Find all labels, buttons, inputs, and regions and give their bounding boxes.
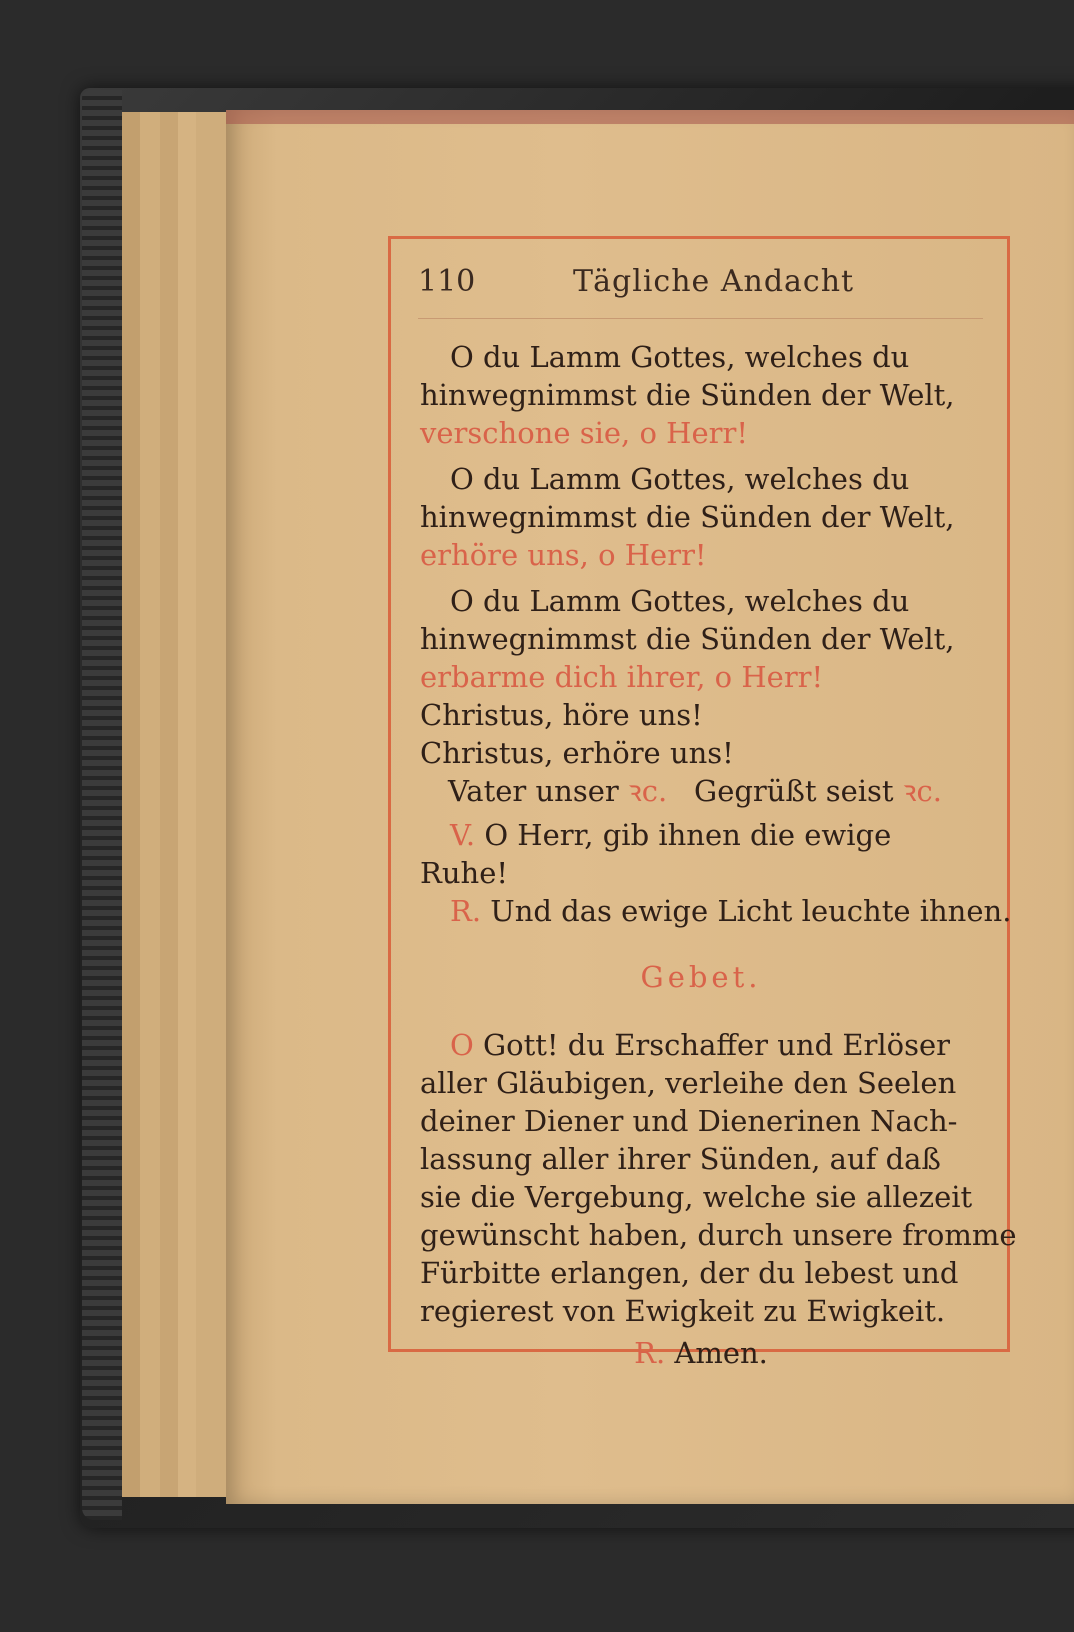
ave-maria: Gegrüßt seist ꝛc. — [694, 774, 942, 808]
prayer-heading: Gebet. — [640, 960, 762, 994]
book-spine-edge — [82, 90, 122, 1520]
page-top-edge — [226, 110, 1074, 124]
running-header — [418, 258, 983, 308]
pater-noster: Vater unser ꝛc. — [448, 774, 668, 808]
header-rule — [418, 318, 983, 319]
response-red: erhöre uns, o Herr! — [420, 538, 707, 572]
agnus-dei-1: O du Lamm Gottes, welches du hinwegnimmst die Sünden der Welt, verschone sie, o Herr! — [420, 338, 982, 452]
agnus-dei-2: O du Lamm Gottes, welches du hinwegnimmst die Sünden der Welt, erhöre uns, o Herr! — [420, 460, 982, 574]
page-text — [420, 338, 1017, 1372]
response-red: erbarme dich ihrer, o Herr! — [420, 660, 824, 694]
prayer-initial: O — [450, 1028, 474, 1062]
versicle: V. O Herr, gib ihnen die ewige Ruhe! R. Und das ewige Licht leuchte ihnen. — [420, 818, 1012, 928]
response-red: verschone sie, o Herr! — [420, 416, 748, 450]
agnus-dei-3: O du Lamm Gottes, welches du hinwegnimmst die Sünden der Welt, erbarme dich ihrer, o Herr! — [420, 582, 982, 696]
response-mark: R. — [450, 894, 482, 928]
running-title: Tägliche Andacht — [573, 264, 855, 299]
prayer-body: O Gott! du Erschaffer und Erlöser aller Gläubigen, verleihe den Seelen deiner Diener und Dienerinen Nach- lassung aller ihrer Sünden, auf daß sie die Vergebung, welche sie allezeit gewünscht haben, durch unsere fromme Fürbitte erlangen, der du lebest und regierest von Ewigkeit zu Ewigkeit. — [420, 1028, 1017, 1328]
christe-lines: Christus, höre uns! Christus, erhöre uns! — [420, 698, 734, 770]
page-number: 110 — [418, 264, 476, 299]
response-mark: R. — [634, 1336, 666, 1370]
versicle-mark: V. — [450, 818, 476, 852]
amen-line: R. Amen. — [634, 1336, 768, 1370]
prayer-references — [420, 772, 982, 810]
